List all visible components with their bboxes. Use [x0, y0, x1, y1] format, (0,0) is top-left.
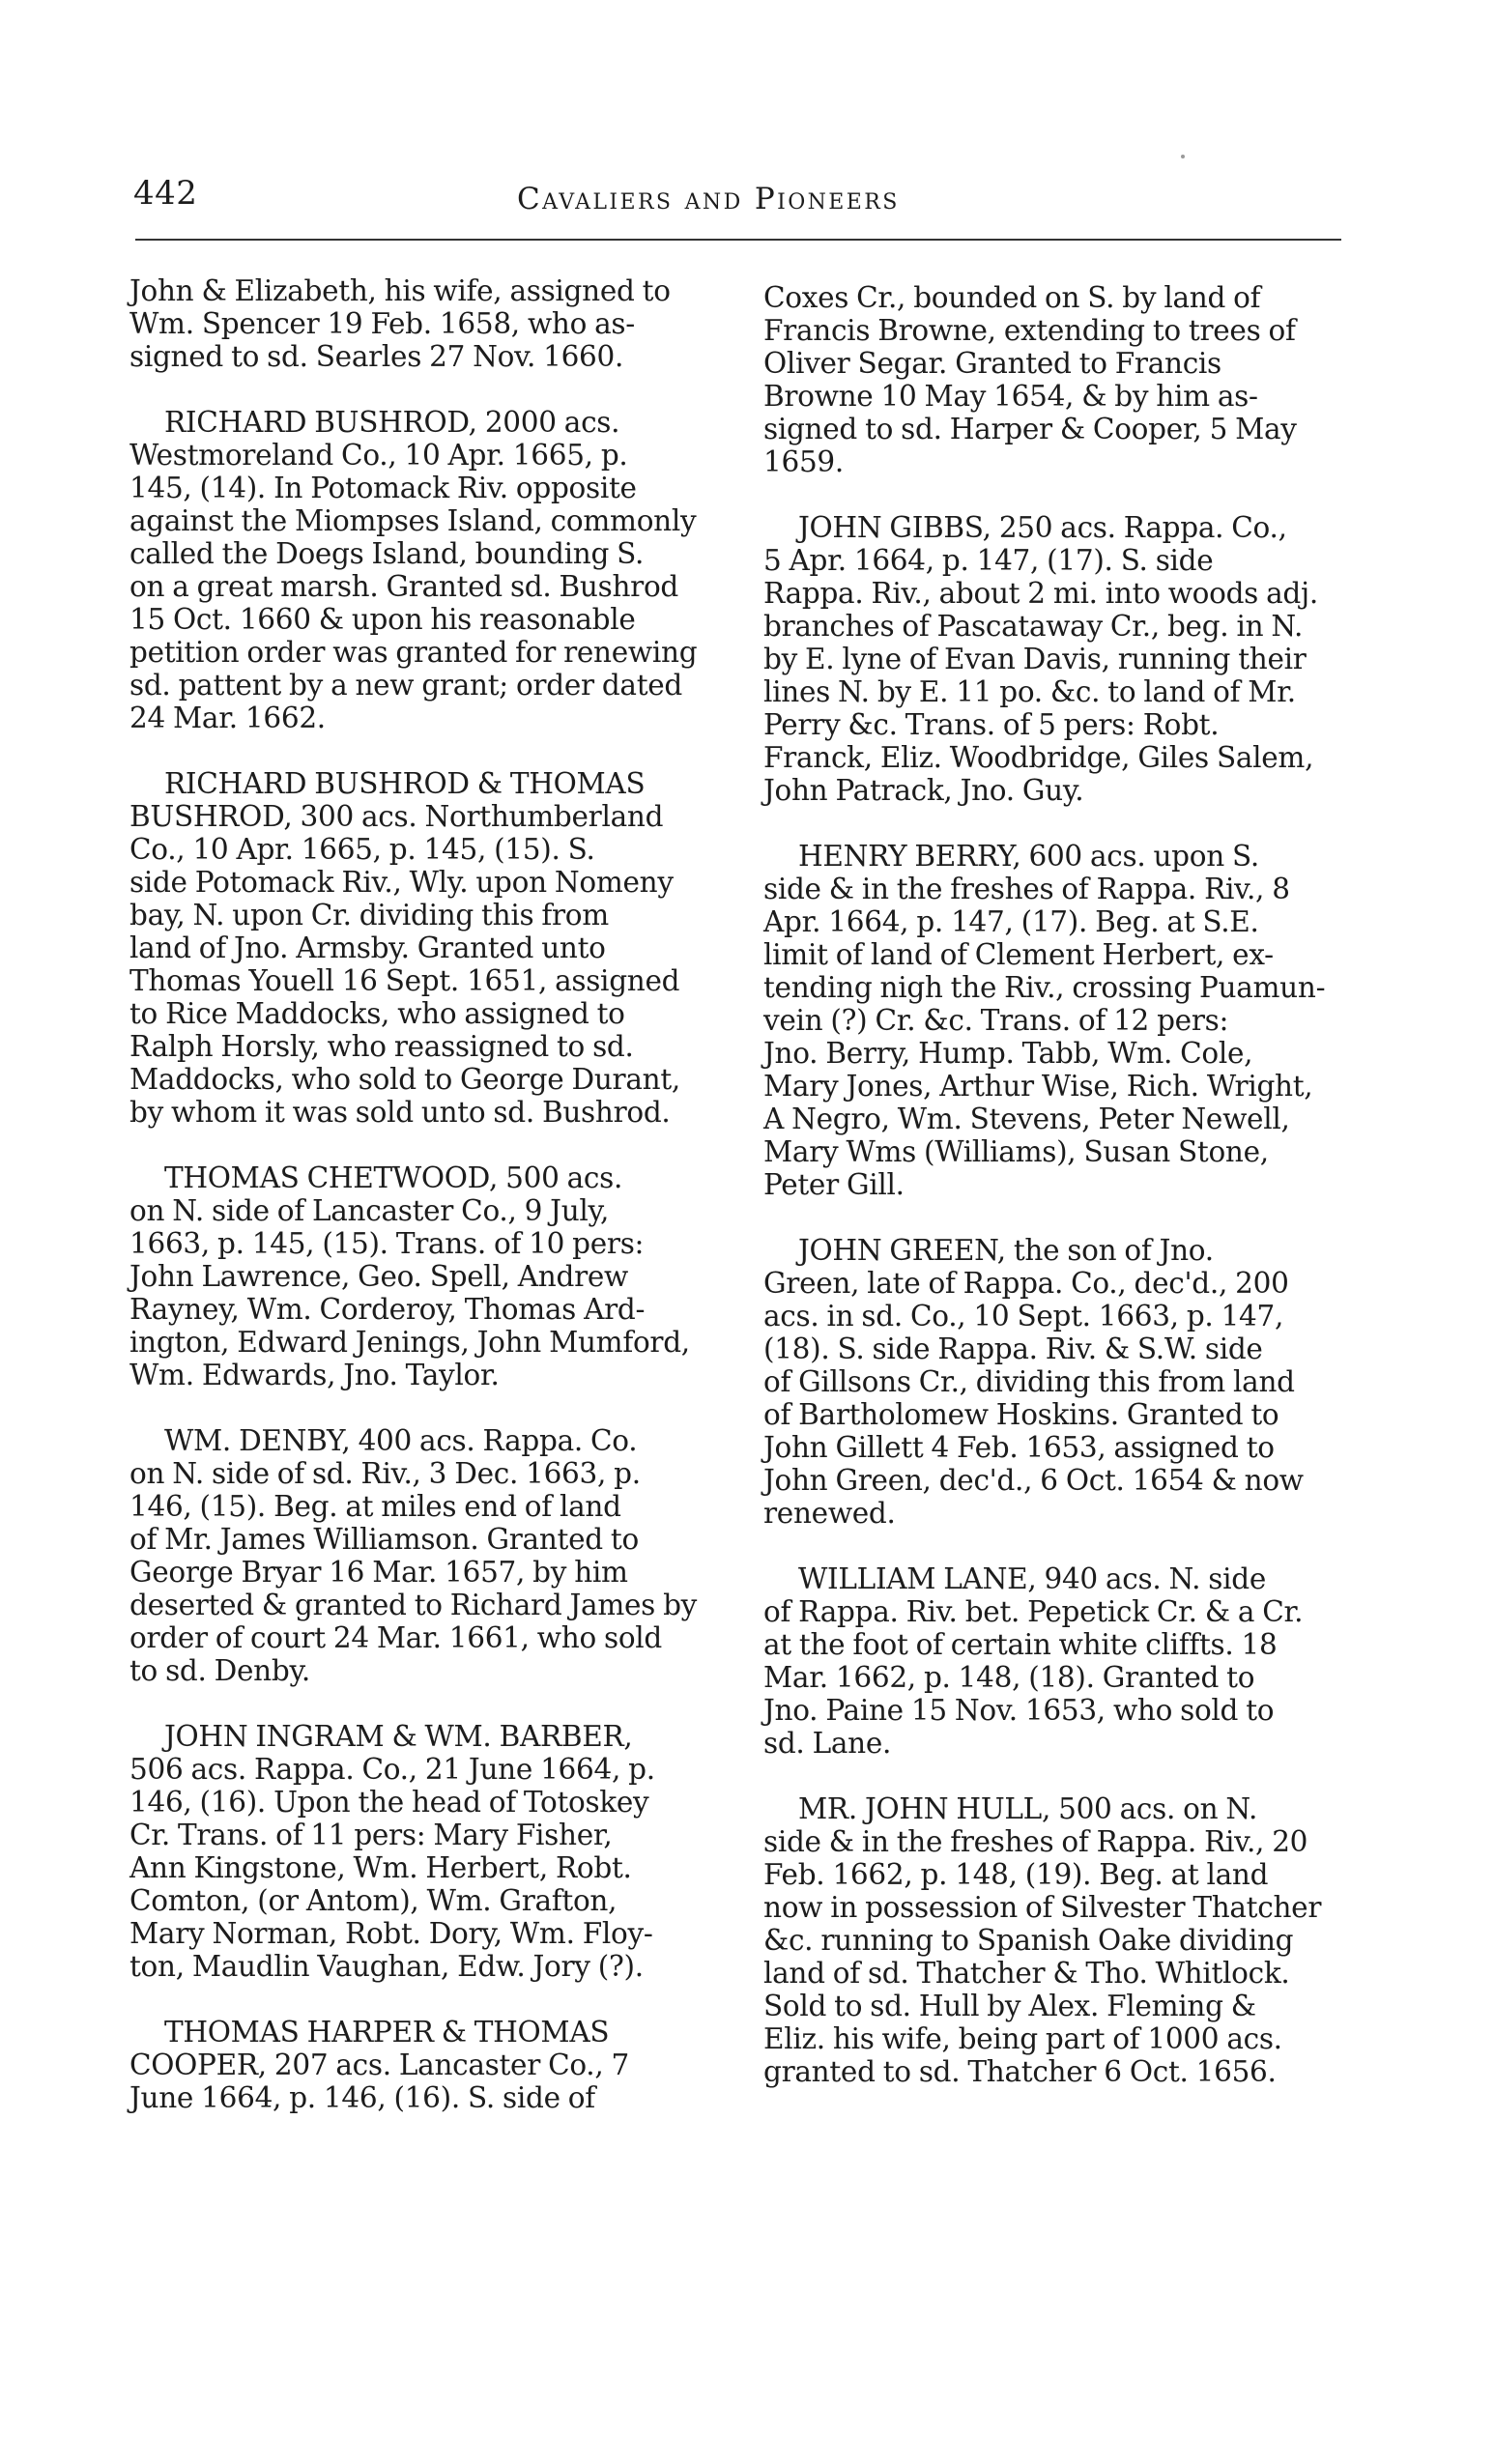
- entry-john-ingram-wm-barber: JOHN INGRAM & WM. BARBER, 506 acs. Rappa. Co., 21 June 1664, p. 146, (16). Upon the head of Totoskey Cr. Trans. of 11 pers: Mary Fisher, Ann Kingstone, Wm. Herbert, Robt. Comton, (or Antom), Wm. Grafton, Mary Norman, Robt. Dory, Wm. Floy- ton, Maudlin Vaughan, Edw. Jory (?).: [129, 1720, 655, 1983]
- right-column: [763, 281, 1347, 2121]
- entry-mr-john-hull: MR. JOHN HULL, 500 acs. on N. side & in the freshes of Rappa. Riv., 20 Feb. 1662, p. 148, (19). Beg. at land now in possession of Silvester Thatcher &c. running to Spanish Oake dividing land of sd. Thatcher & Tho. Whitlock. Sold to sd. Hull by Alex. Fleming & Eliz. his wife, being part of 1000 acs. granted to sd. Thatcher 6 Oct. 1656.: [763, 1792, 1322, 2088]
- entry-continued-searles: John & Elizabeth, his wife, assigned to Wm. Spencer 19 Feb. 1658, who as- signed to sd. Searles 27 Nov. 1660.: [129, 274, 671, 373]
- entry-william-lane: WILLIAM LANE, 940 acs. N. side of Rappa. Riv. bet. Pepetick Cr. & a Cr. at the foot of certain white cliffts. 18 Mar. 1662, p. 148, (18). Granted to Jno. Paine 15 Nov. 1653, who sold to sd. Lane.: [763, 1562, 1304, 1760]
- entry-john-gibbs: JOHN GIBBS, 250 acs. Rappa. Co., 5 Apr. 1664, p. 147, (17). S. side Rappa. Riv., about 2 mi. into woods adj. branches of Pascataway Cr., beg. in N. by E. lyne of Evan Davis, running their lines N. by E. 11 po. &c. to land of Mr. Perry &c. Trans. of 5 pers: Robt. Franck, Eliz. Woodbridge, Giles Salem, John Patrack, Jno. Guy.: [763, 511, 1318, 807]
- entry-thomas-harper-thomas-cooper: THOMAS HARPER & THOMAS COOPER, 207 acs. Lancaster Co., 7 June 1664, p. 146, (16). S. side of: [129, 2016, 630, 2114]
- entry-richard-thomas-bushrod: RICHARD BUSHROD & THOMAS BUSHROD, 300 acs. Northumberland Co., 10 Apr. 1665, p. 145, (15). S. side Potomack Riv., Wly. upon Nomeny bay, N. upon Cr. dividing this from land of Jno. Armsby. Granted unto Thomas Youell 16 Sept. 1651, assigned to Rice Maddocks, who assigned to Ralph Horsly, who reassigned to sd. Maddocks, who sold to George Durant, by whom it was sold unto sd. Bushrod.: [129, 767, 680, 1129]
- entry-continued-harper-cooper: Coxes Cr., bounded on S. by land of Francis Browne, extending to trees of Oliver Segar. Granted to Francis Browne 10 May 1654, & by him as- signed to sd. Harper & Cooper, 5 May 1659.: [763, 281, 1297, 478]
- paper-speck: [1181, 155, 1185, 158]
- entry-thomas-chetwood: THOMAS CHETWOOD, 500 acs. on N. side of Lancaster Co., 9 July, 1663, p. 145, (15). Trans. of 10 pers: John Lawrence, Geo. Spell, Andrew Rayney, Wm. Corderoy, Thomas Ard- ington, Edward Jenings, John Mumford, Wm. Edwards, Jno. Taylor.: [129, 1161, 690, 1391]
- entry-richard-bushrod: RICHARD BUSHROD, 2000 acs. Westmoreland Co., 10 Apr. 1665, p. 145, (14). In Potomack Riv. opposite against the Miompses Island, commonly called the Doegs Island, bounding S. on a great marsh. Granted sd. Bushrod 15 Oct. 1660 & upon his reasonable petition order was granted for renewing sd. pattent by a new grant; order dated 24 Mar. 1662.: [129, 406, 698, 734]
- header-rule: [135, 239, 1341, 241]
- entry-john-green: JOHN GREEN, the son of Jno. Green, late of Rappa. Co., dec'd., 200 acs. in sd. Co., 10 Sept. 1663, p. 147, (18). S. side Rappa. Riv. & S.W. side of Gillsons Cr., dividing this from land of Bartholomew Hoskins. Granted to John Gillett 4 Feb. 1653, assigned to John Green, dec'd., 6 Oct. 1654 & now renewed.: [763, 1234, 1304, 1530]
- running-head: Cavaliers and Pioneers: [517, 182, 900, 216]
- entry-henry-berry: HENRY BERRY, 600 acs. upon S. side & in the freshes of Rappa. Riv., 8 Apr. 1664, p. 147, (17). Beg. at S.E. limit of land of Clement Herbert, ex- tending nigh the Riv., crossing Puamun- vein (?) Cr. &c. Trans. of 12 pers: Jno. Berry, Hump. Tabb, Wm. Cole, Mary Jones, Arthur Wise, Rich. Wright, A Negro, Wm. Stevens, Peter Newell, Mary Wms (Williams), Susan Stone, Peter Gill.: [763, 840, 1326, 1201]
- left-column: [129, 274, 717, 2147]
- entry-wm-denby: WM. DENBY, 400 acs. Rappa. Co. on N. side of sd. Riv., 3 Dec. 1663, p. 146, (15). Beg. at miles end of land of Mr. James Williamson. Granted to George Bryar 16 Mar. 1657, by him deserted & granted to Richard James by order of court 24 Mar. 1661, who sold to sd. Denby.: [129, 1424, 698, 1687]
- page-number: 442: [133, 174, 198, 213]
